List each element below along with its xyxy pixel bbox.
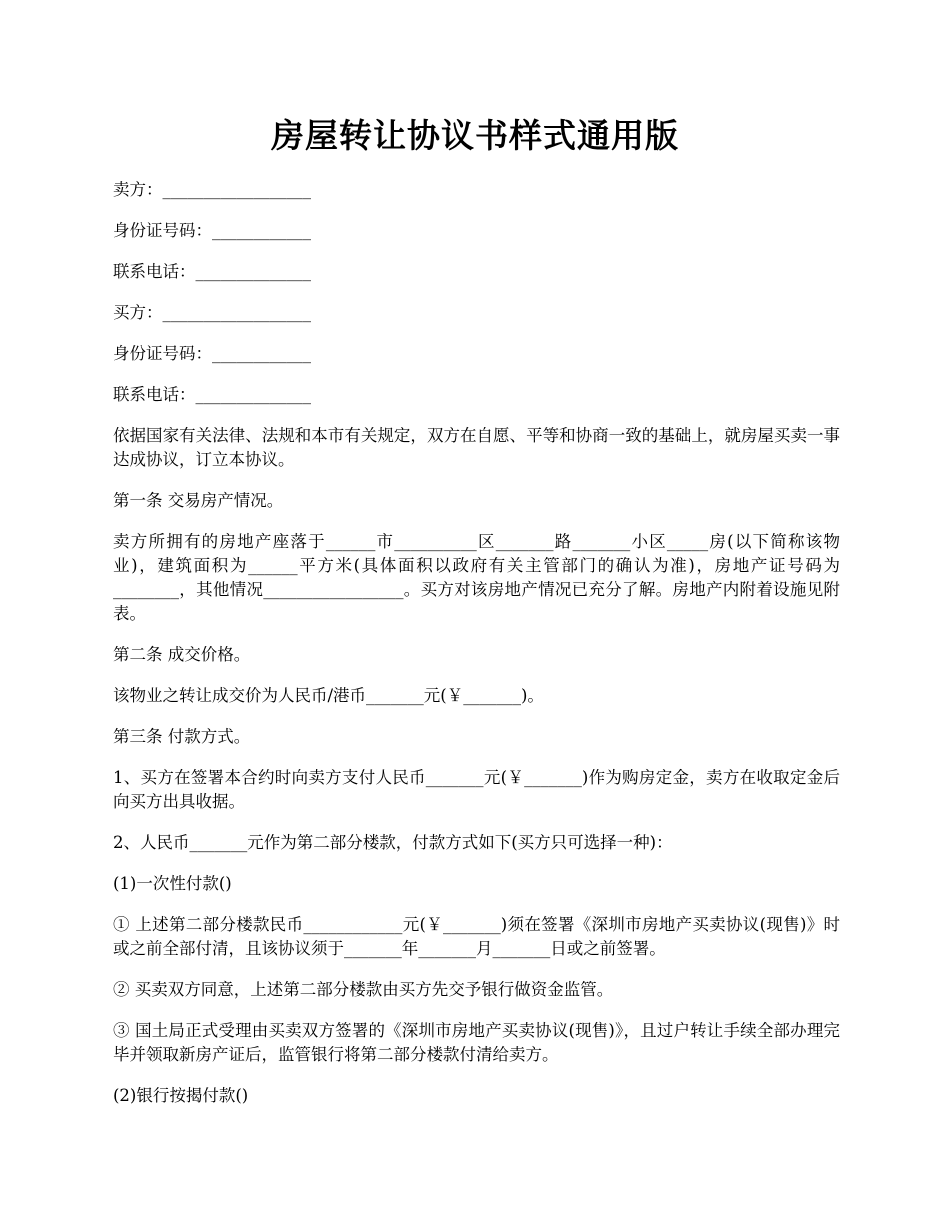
lump-sum-item-2: ② 买卖双方同意，上述第二部分楼款由买方先交予银行做资金监管。	[113, 980, 614, 999]
buyer-id-field: 身份证号码：____________	[113, 344, 311, 363]
article-3-heading: 第三条 付款方式。	[113, 727, 251, 746]
article-1-paragraph: 卖方所拥有的房地产座落于______市__________区_______路_______小区_____房(以下简称该物业)，建筑面积为______平方米(具体面积以政府有关主管部门的确认为准)，房地产证号码为________，其他情况_________________。买方对该房地产情况已充分了解。房地产内附着设施见附表。	[113, 532, 840, 623]
article-2-paragraph: 该物业之转让成交价为人民币/港币_______元(￥_______)。	[113, 686, 544, 705]
mortgage-option: (2)银行按揭付款()	[113, 1086, 249, 1105]
document-body	[113, 178, 840, 1125]
document-title: 房屋转让协议书样式通用版	[271, 116, 679, 155]
seller-id-field: 身份证号码：____________	[113, 221, 311, 240]
buyer-name-field: 买方：__________________	[113, 303, 311, 322]
lump-sum-option: (1)一次性付款()	[113, 874, 232, 893]
lump-sum-item-1: ① 上述第二部分楼款民币____________元(￥_______)须在签署《深圳市房地产买卖协议(现售)》时或之前全部付清，且该协议须于_______年_______月_______日或之前签署。	[113, 915, 840, 958]
seller-name-field: 卖方：__________________	[113, 180, 311, 199]
payment-clause-1: 1、买方在签署本合约时向卖方支付人民币_______元(￥_______)作为购房定金，卖方在收取定金后向买方出具收据。	[113, 768, 840, 811]
lump-sum-item-3: ③ 国土局正式受理由买卖双方签署的《深圳市房地产买卖协议(现售)》，且过户转让手续全部办理完毕并领取新房产证后，监管银行将第二部分楼款付清给卖方。	[113, 1021, 840, 1064]
buyer-phone-field: 联系电话：______________	[113, 385, 311, 404]
article-2-heading: 第二条 成交价格。	[113, 645, 251, 664]
seller-phone-field: 联系电话：______________	[113, 262, 311, 281]
payment-clause-2: 2、人民币_______元作为第二部分楼款，付款方式如下(买方只可选择一种)：	[113, 833, 673, 852]
preamble-paragraph: 依据国家有关法律、法规和本市有关规定，双方在自愿、平等和协商一致的基础上，就房屋买卖一事达成协议，订立本协议。	[113, 426, 840, 469]
article-1-heading: 第一条 交易房产情况。	[113, 491, 284, 510]
